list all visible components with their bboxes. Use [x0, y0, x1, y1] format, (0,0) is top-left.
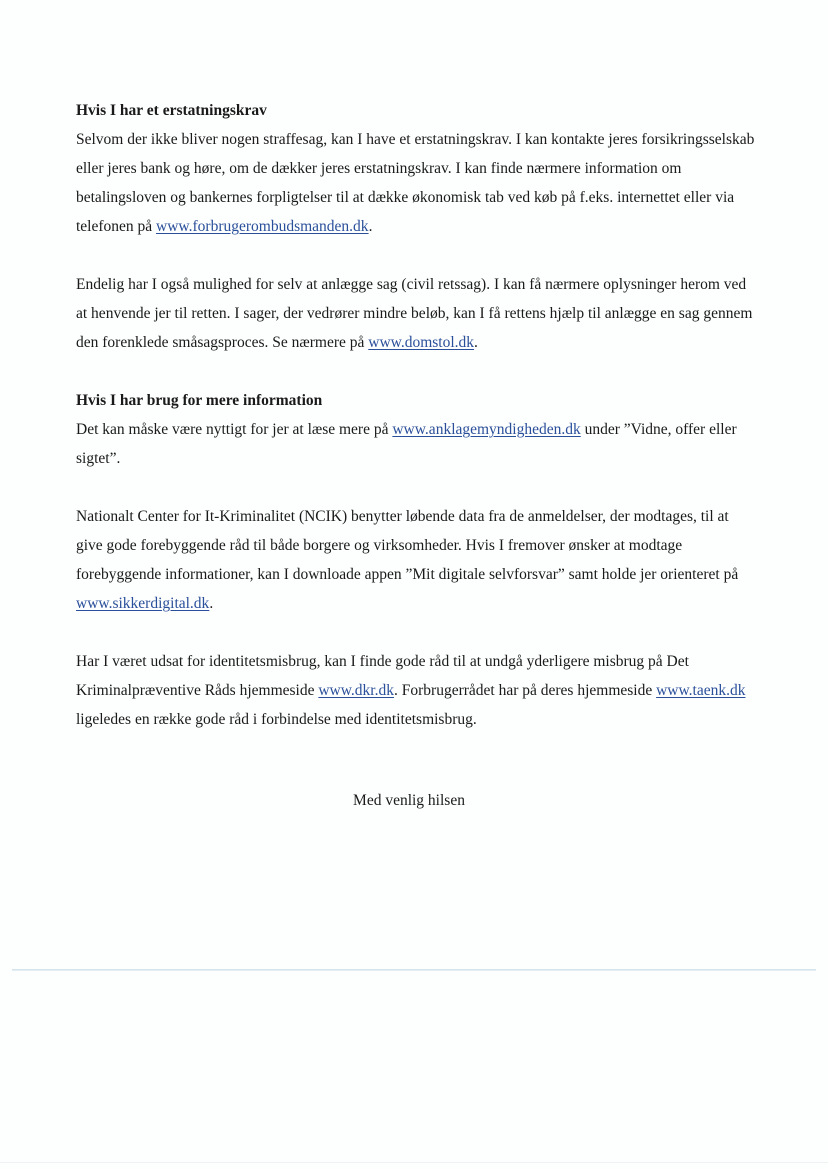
paragraph-identity-misuse	[76, 647, 756, 734]
paragraph-text: .	[209, 595, 214, 612]
page-bottom-edge	[0, 1162, 828, 1163]
link-taenk[interactable]: www.taenk.dk	[656, 682, 746, 699]
paragraph-text: .	[368, 218, 373, 235]
paragraph-text: under ”Vidne, offer eller sigtet”.	[76, 421, 737, 467]
page-fold-line	[12, 969, 816, 971]
paragraph-compensation	[76, 125, 756, 241]
letter-body	[76, 96, 756, 763]
paragraph-text: Selvom der ikke bliver nogen straffesag, kan I have et erstatningskrav. I kan kontakte jeres forsikringsselskab eller jeres bank og høre, om de dækker jeres erstatningskrav. I kan finde nærmere information om betalingsloven og bankernes forpligtelser til at dække økonomisk tab ved køb på f.eks. internettet eller via telefonen på	[76, 131, 755, 235]
paragraph-text: Nationalt Center for It-Kriminalitet (NCIK) benytter løbende data fra de anmeldelser, der modtages, til at give gode forebyggende råd til både borgere og virksomheder. Hvis I fremover ønsker at modtage forebyggende informationer, kan I downloade appen ”Mit digitale selvforsvar” samt holde jer orienteret på	[76, 508, 739, 583]
link-forbrugerombudsmanden[interactable]: www.forbrugerombudsmanden.dk	[156, 218, 369, 235]
paragraph-ncik	[76, 502, 756, 618]
paragraph-text: . Forbrugerrådet har på deres hjemmeside	[394, 682, 657, 699]
paragraph-text: ligeledes en række gode råd i forbindelse med identitetsmisbrug.	[76, 711, 477, 728]
link-domstol[interactable]: www.domstol.dk	[368, 334, 475, 351]
paragraph-text: Det kan måske være nyttigt for jer at læse mere på	[76, 421, 393, 438]
link-sikkerdigital[interactable]: www.sikkerdigital.dk	[76, 595, 210, 612]
link-dkr[interactable]: www.dkr.dk	[318, 682, 394, 699]
paragraph-text: Endelig har I også mulighed for selv at anlægge sag (civil retssag). I kan få nærmere oplysninger herom ved at henvende jer til retten. I sager, der vedrører mindre beløb, kan I få rettens hjælp til anlægge en sag gennem den forenklede småsagsproces. Se nærmere på	[76, 276, 753, 351]
heading-compensation: Hvis I har et erstatningskrav	[76, 102, 267, 119]
closing-greeting: Med venlig hilsen	[353, 792, 465, 809]
paragraph-civil-case	[76, 270, 756, 357]
paragraph-text: Har I været udsat for identitetsmisbrug, kan I finde gode råd til at undgå yderligere misbrug på Det Kriminalpræventive Råds hjemmeside	[76, 653, 689, 699]
heading-more-information: Hvis I har brug for mere information	[76, 392, 323, 409]
link-anklagemyndigheden[interactable]: www.anklagemyndigheden.dk	[392, 421, 581, 438]
paragraph-text: .	[474, 334, 478, 351]
paragraph-anklagemyndigheden	[76, 415, 756, 473]
